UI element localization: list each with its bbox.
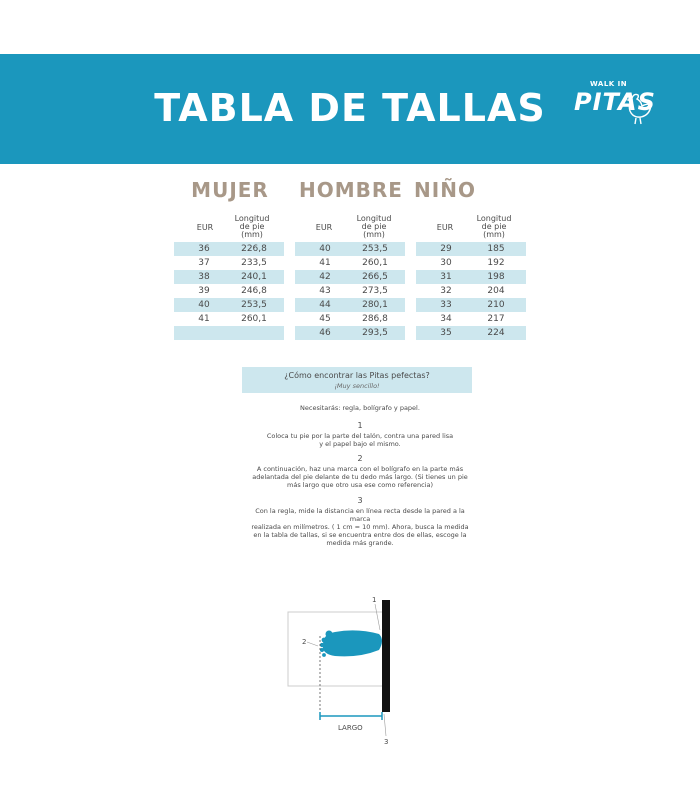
table-row: 46 293,5 (295, 326, 405, 340)
nino-eur-header: EUR (436, 223, 454, 232)
table-row: 34 217 (440, 314, 505, 324)
nino-length-header: Longitud de pie (mm) (476, 214, 512, 239)
step-2-text: A continuación, haz una marca con el bolígrafo en la parte más adelantada del pie delante de tu dedo más largo. (Si tienes un pie más largo que otro usa ese como referencia) (252, 465, 468, 489)
label-3: 3 (384, 738, 389, 746)
label-2: 2 (302, 638, 307, 646)
table-row: 40 253,5 (174, 298, 284, 312)
label-1: 1 (372, 596, 377, 604)
table-row: 31 198 (416, 270, 526, 284)
brand-logo (572, 80, 656, 136)
nino-title: NIÑO (414, 178, 476, 202)
step-3-number: 3 (357, 496, 363, 505)
page-title: TABLA DE TALLAS (154, 86, 546, 130)
table-row (174, 326, 284, 340)
table-row: 36 226,8 (174, 242, 284, 256)
table-row: 41 260,1 (319, 258, 388, 268)
step-1-text: Coloca tu pie por la parte del talón, contra una pared lisa y el papel bajo el mismo. (266, 432, 454, 448)
table-row: 32 204 (440, 286, 505, 296)
table-row: 44 280,1 (295, 298, 405, 312)
largo-label: LARGO (338, 724, 363, 732)
mujer-length-header: Longitud de pie (mm) (234, 214, 270, 239)
mujer-title: MUJER (191, 178, 269, 202)
table-row: 37 233,5 (198, 258, 267, 268)
table-row: 38 240,1 (174, 270, 284, 284)
mujer-eur-header: EUR (196, 223, 214, 232)
table-row: 33 210 (416, 298, 526, 312)
table-row: 45 286,8 (319, 314, 388, 324)
logo-tagline: WALK IN (590, 80, 628, 88)
needed-text: Necesitarás: regla, bolígrafo y papel. (300, 404, 420, 412)
table-row: 29 185 (416, 242, 526, 256)
hombre-length-header: Longitud de pie (mm) (356, 214, 392, 239)
table-row: 43 273,5 (319, 286, 388, 296)
step-3-text: Con la regla, mide la distancia en línea recta desde la pared a la marca realizada en milímetros. ( 1 cm = 10 mm). Ahora, busca la medida en la tabla de tallas, si se encuentra entre dos de ellas, escoge la medida más grande. (251, 507, 469, 547)
hombre-eur-header: EUR (315, 223, 333, 232)
table-row: 41 260,1 (198, 314, 267, 324)
table-row: 39 246,8 (198, 286, 267, 296)
howto-question: ¿Cómo encontrar las Pitas pefectas? (284, 371, 430, 380)
mujer-table (174, 242, 284, 340)
step-1-number: 1 (357, 421, 363, 430)
howto-box (242, 367, 472, 393)
hombre-table (295, 242, 405, 340)
howto-answer: ¡Muy sencillo! (334, 382, 380, 390)
step-2-number: 2 (357, 454, 363, 463)
hombre-title: HOMBRE (299, 178, 403, 202)
table-row: 40 253,5 (295, 242, 405, 256)
header-banner (0, 54, 700, 164)
hen-icon (624, 90, 654, 126)
table-row: 42 266,5 (295, 270, 405, 284)
foot-measurement-diagram (280, 590, 400, 750)
table-row: 30 192 (440, 258, 505, 268)
table-row: 35 224 (416, 326, 526, 340)
foot-icon (320, 630, 382, 657)
wall (382, 600, 390, 712)
nino-table (416, 242, 526, 340)
logo-wordmark: PITAS (574, 88, 656, 116)
